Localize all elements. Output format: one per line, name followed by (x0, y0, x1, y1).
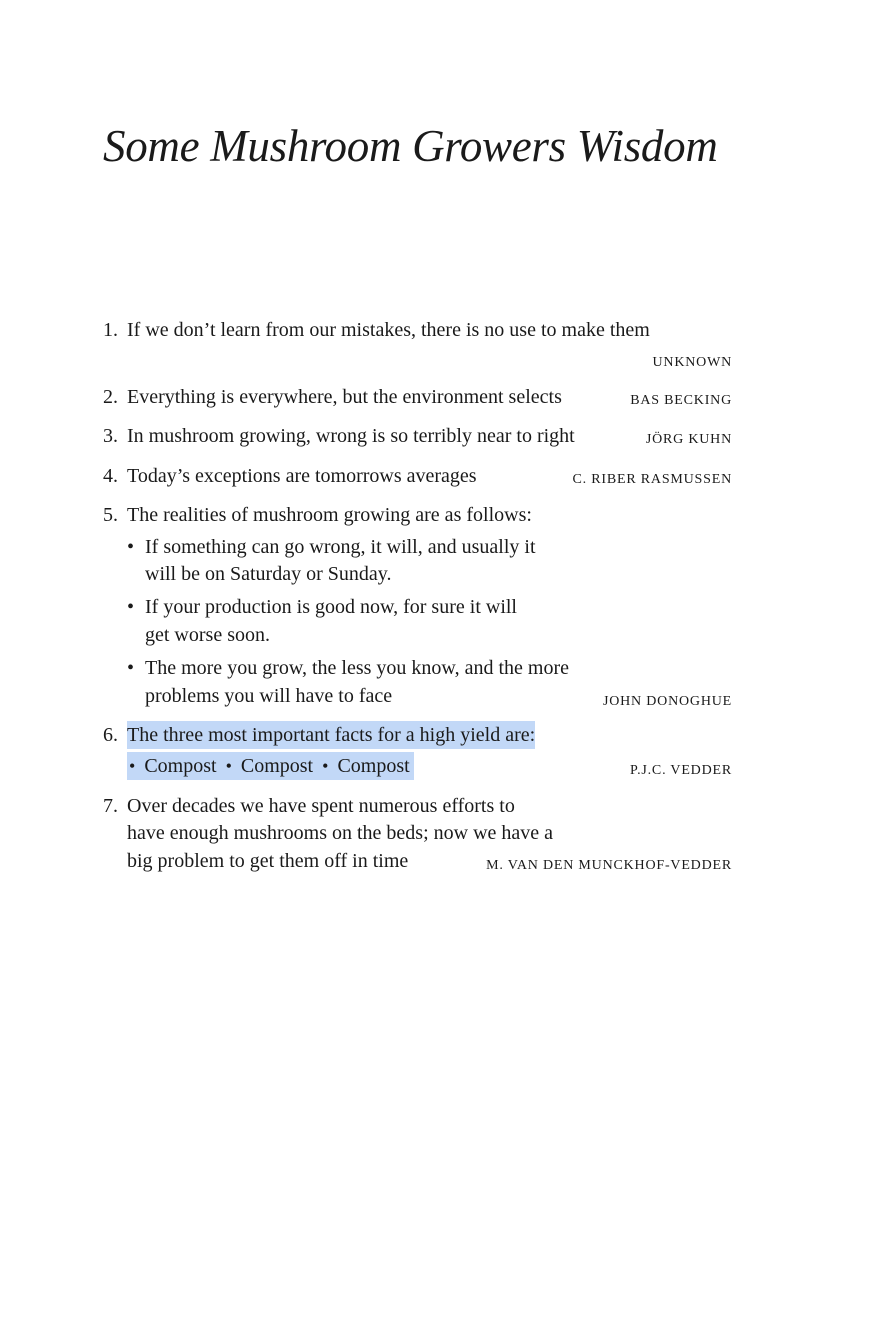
quote-6-facts-selected[interactable] (127, 752, 414, 780)
quote-7-line-1: Over decades we have spent numerous efforts to (127, 795, 515, 817)
quote-4-number: 4. (103, 465, 118, 487)
fact-1: Compost (144, 755, 217, 777)
quote-5-bullet-1-line-2: will be on Saturday or Sunday. (145, 563, 392, 585)
quote-6-author: P.J.C. VEDDER (630, 763, 732, 778)
quote-7-number: 7. (103, 795, 118, 817)
quote-5-bullet-2-line-2: get worse soon. (145, 624, 270, 646)
quote-7-author: M. VAN DEN MUNCKHOF-VEDDER (486, 858, 732, 873)
bullet-glyph: • (127, 657, 135, 679)
fact-2: Compost (240, 755, 314, 777)
quote-5-bullet-3-line-1: The more you grow, the less you know, and the more (145, 657, 569, 679)
bullet-glyph: • (127, 536, 135, 558)
quote-4-text: Today’s exceptions are tomorrows averages (127, 465, 477, 487)
fact-3: Compost (337, 755, 410, 777)
quote-3-author: JÖRG KUHN (645, 432, 732, 447)
bullet-glyph: • (127, 596, 135, 618)
quote-5-bullet-1-line-1: If something can go wrong, it will, and usually it (145, 536, 536, 558)
quote-6-number: 6. (103, 724, 118, 746)
quote-3-number: 3. (103, 425, 118, 447)
quote-7-line-3: big problem to get them off in time (127, 850, 409, 872)
quote-1-number: 1. (103, 319, 118, 341)
quote-5-text: The realities of mushroom growing are as follows: (127, 504, 532, 526)
quote-1-author: UNKNOWN (652, 355, 732, 370)
quote-4-author: C. RIBER RASMUSSEN (572, 472, 732, 487)
quote-2-text: Everything is everywhere, but the environment selects (127, 386, 562, 408)
quote-6-text-selected[interactable]: The three most important facts for a high yield are: (127, 721, 535, 749)
bullet-glyph: • (225, 756, 232, 776)
quote-3-text: In mushroom growing, wrong is so terribly near to right (127, 425, 575, 447)
page-title: Some Mushroom Growers Wisdom (103, 121, 718, 171)
quote-5-bullet-2-line-1: If your production is good now, for sure it will (145, 596, 517, 618)
bullet-glyph: • (322, 756, 329, 776)
quote-7-line-2: have enough mushrooms on the beds; now we have a (127, 822, 554, 844)
quote-2-number: 2. (103, 386, 118, 408)
quote-5-author: JOHN DONOGHUE (602, 694, 732, 709)
quote-5-number: 5. (103, 504, 118, 526)
quote-2-author: BAS BECKING (630, 393, 732, 408)
quote-1-text: If we don’t learn from our mistakes, there is no use to make them (127, 319, 650, 341)
bullet-glyph: • (129, 756, 136, 776)
quote-5-bullet-3-line-2: problems you will have to face (145, 685, 393, 707)
